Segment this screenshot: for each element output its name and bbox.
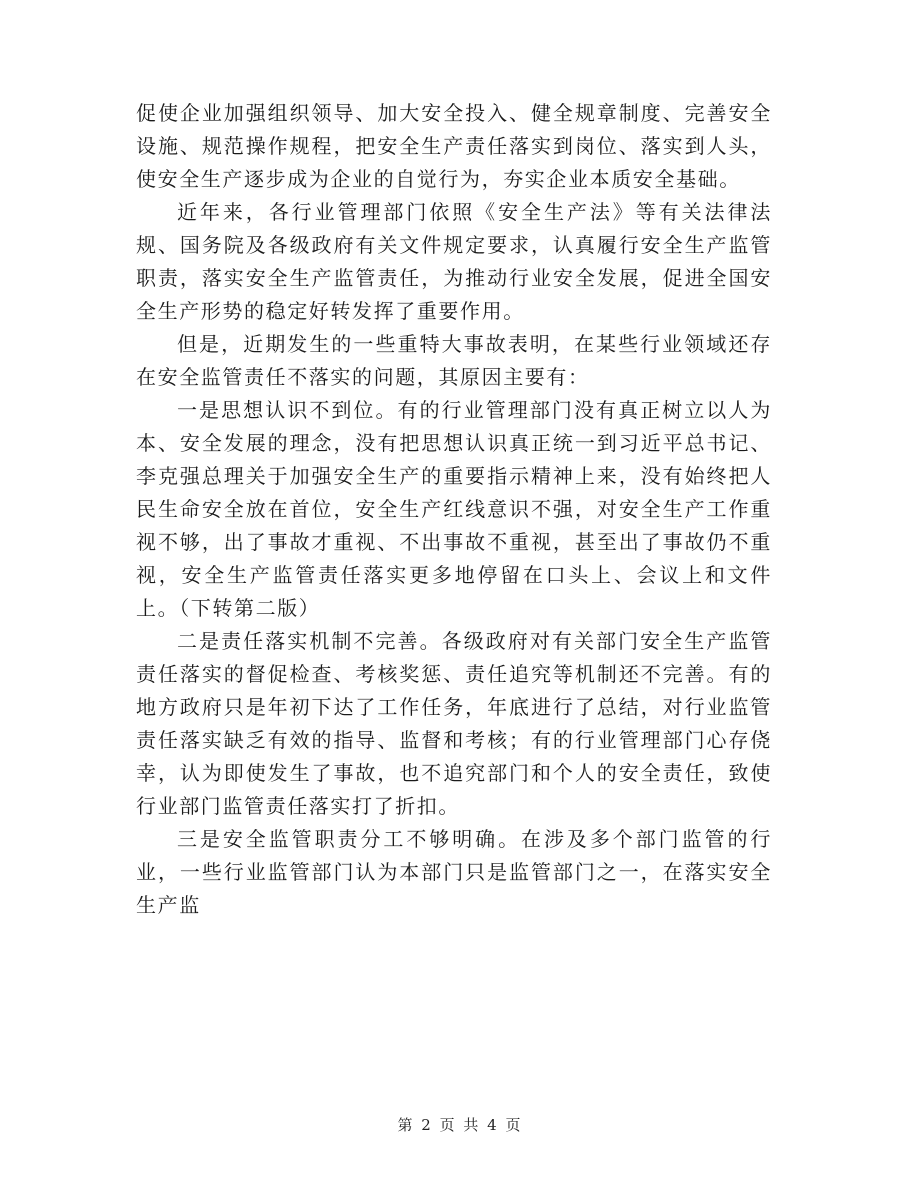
paragraph-4: 一是思想认识不到位。有的行业管理部门没有真正树立以人为本、安全发展的理念，没有把思想认识真正统一到习近平总书记、李克强总理关于加强安全生产的重要指示精神上来，没有始终把人民生命安全放在首位，安全生产红线意识不强，对安全生产工作重视不够，出了事故才重视、不出事故不重视，甚至出了事故仍不重视，安全生产监管责任落实更多地停留在口头上、会议上和文件上。（下转第二版） bbox=[136, 398, 772, 620]
document-body bbox=[136, 97, 772, 922]
paragraph-1: 促使企业加强组织领导、加大安全投入、健全规章制度、完善安全设施、规范操作规程，把安全生产责任落实到岗位、落实到人头，使安全生产逐步成为企业的自觉行为，夯实企业本质安全基础。 bbox=[136, 101, 772, 191]
paragraph-2: 近年来，各行业管理部门依照《安全生产法》等有关法律法规、国务院及各级政府有关文件规定要求，认真履行安全生产监管职责，落实安全生产监管责任，为推动行业安全发展，促进全国安全生产形势的稳定好转发挥了重要作用。 bbox=[136, 200, 772, 323]
paragraph-5: 二是责任落实机制不完善。各级政府对有关部门安全生产监管责任落实的督促检查、考核奖惩、责任追究等机制还不完善。有的地方政府只是年初下达了工作任务，年底进行了总结，对行业监管责任落实缺乏有效的指导、监督和考核；有的行业管理部门心存侥幸，认为即使发生了事故，也不追究部门和个人的安全责任，致使行业部门监管责任落实打了折扣。 bbox=[136, 629, 772, 818]
page-number-label: 第 2 页 共 4 页 bbox=[397, 1116, 523, 1134]
paragraph-6: 三是安全监管职责分工不够明确。在涉及多个部门监管的行业，一些行业监管部门认为本部门只是监管部门之一，在落实安全生产监 bbox=[136, 827, 772, 917]
paragraph-3: 但是，近期发生的一些重特大事故表明，在某些行业领域还存在安全监管责任不落实的问题，其原因主要有： bbox=[136, 332, 772, 389]
page-footer bbox=[0, 1114, 920, 1135]
